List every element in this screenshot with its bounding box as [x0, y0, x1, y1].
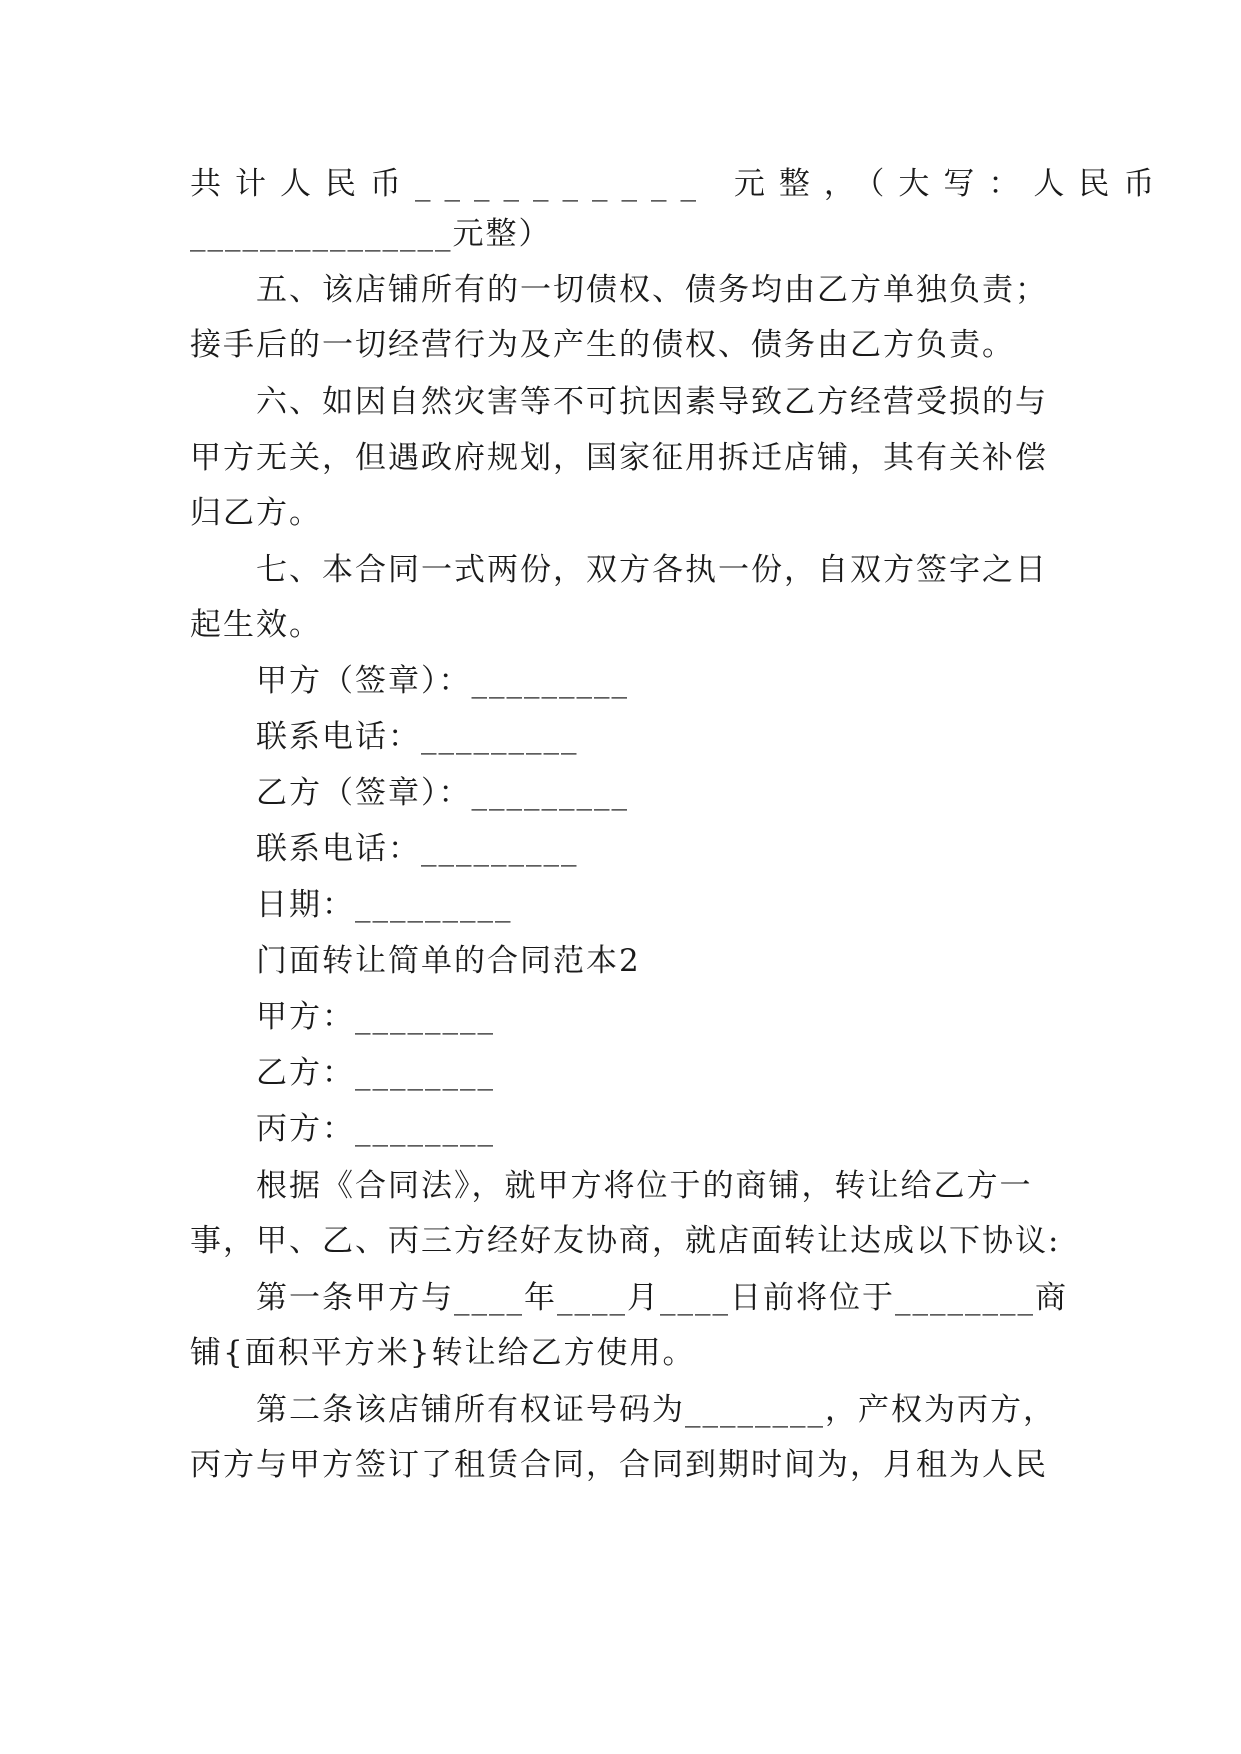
- party-c-line: 丙方：________: [256, 1111, 495, 1147]
- article-1-line-2: 铺{面积平方米}转让给乙方使用。: [190, 1335, 696, 1371]
- party-b-line: 乙方：________: [256, 1055, 495, 1091]
- line-1-text: 共计人民币__________ 元整，（大写：人民币: [190, 166, 1169, 202]
- clause-7-line-2: 起生效。: [190, 607, 322, 643]
- party-b-signature: 乙方（签章）：_________: [256, 775, 629, 811]
- line-1: [190, 162, 1169, 206]
- section-heading: 门面转让简单的合同范本2: [256, 943, 641, 979]
- preamble-line-2: 事，甲、乙、丙三方经好友协商，就店面转让达成以下协议:: [190, 1223, 1061, 1259]
- clause-6-line-2: 甲方无关，但遇政府规划，国家征用拆迁店铺，其有关补偿: [190, 440, 1048, 476]
- party-a-phone: 联系电话：_________: [256, 719, 579, 755]
- clause-7-line-1: 七、本合同一式两份，双方各执一份，自双方签字之日: [256, 552, 1048, 588]
- line-2: _______________元整）: [190, 216, 552, 252]
- preamble-line-1: 根据《合同法》，就甲方将位于的商铺，转让给乙方一: [256, 1168, 1033, 1204]
- party-a-signature: 甲方（签章）：_________: [256, 663, 629, 699]
- clause-6-line-1: 六、如因自然灾害等不可抗因素导致乙方经营受损的与: [256, 384, 1048, 420]
- clause-5-line-2: 接手后的一切经营行为及产生的债权、债务由乙方负责。: [190, 327, 1015, 363]
- party-a-line: 甲方：________: [256, 999, 495, 1035]
- article-2-line-1: 第二条该店铺所有权证号码为________，产权为丙方，: [256, 1392, 1056, 1428]
- article-1-line-1: 第一条甲方与____年____月____日前将位于________商: [256, 1280, 1068, 1316]
- date-line: 日期：_________: [256, 887, 513, 923]
- article-2-line-2: 丙方与甲方签订了租赁合同，合同到期时间为，月租为人民: [190, 1447, 1048, 1483]
- clause-6-line-3: 归乙方。: [190, 495, 322, 531]
- clause-5-line-1: 五、该店铺所有的一切债权、债务均由乙方单独负责；: [256, 272, 1048, 308]
- party-b-phone: 联系电话：_________: [256, 831, 579, 867]
